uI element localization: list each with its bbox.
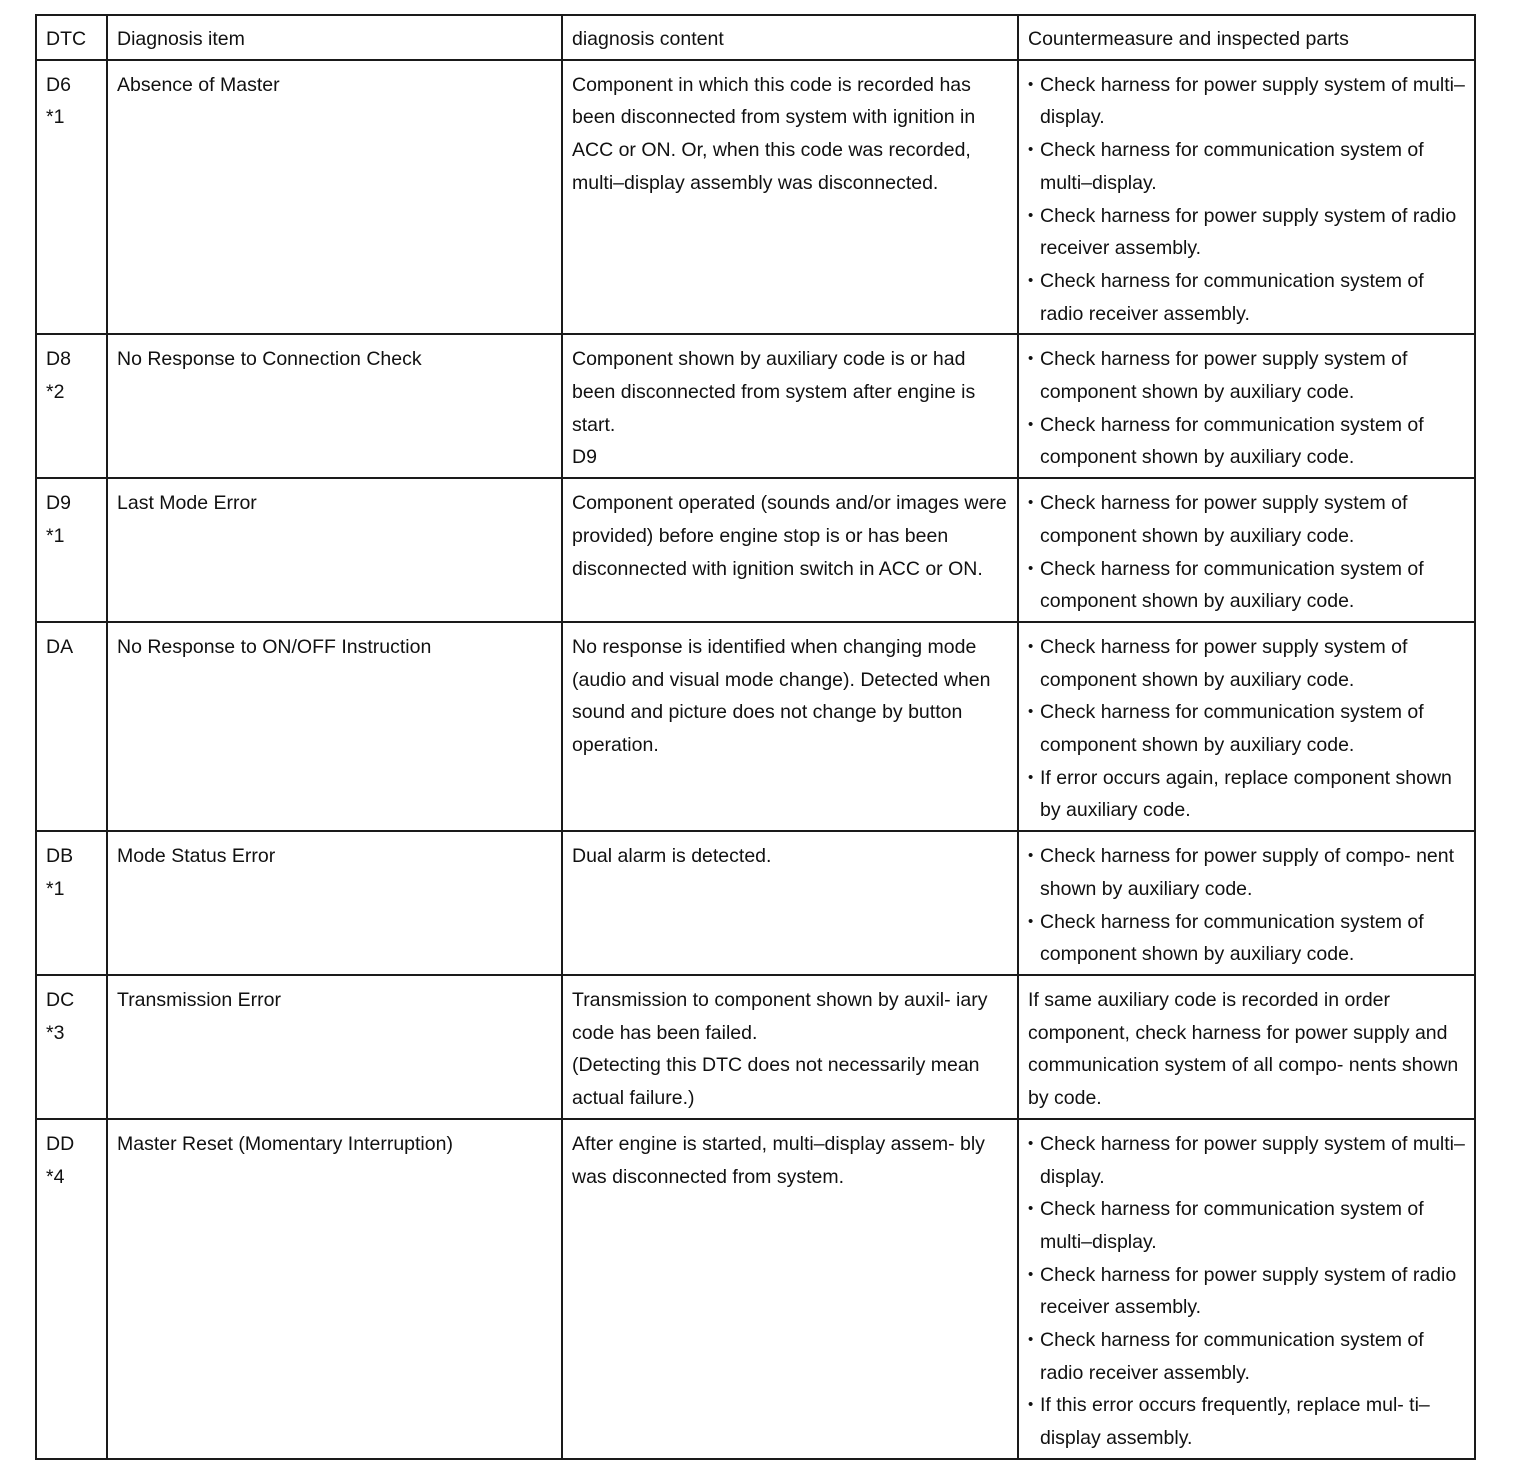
dtc-cell <box>36 334 107 478</box>
countermeasure-item <box>1028 1128 1466 1193</box>
dtc-cell <box>36 831 107 975</box>
bullet-icon: • <box>1028 768 1034 786</box>
countermeasure-item <box>1028 1259 1466 1324</box>
countermeasure-text: Check harness for communication system of component shown by auxiliary code. <box>1040 910 1424 966</box>
table-row <box>36 622 1475 831</box>
header-diagnosis-item: Diagnosis item <box>107 15 562 60</box>
dtc-cell <box>36 60 107 335</box>
dtc-code: D6 <box>46 73 71 96</box>
countermeasure-list <box>1028 343 1466 474</box>
diagnosis-content-line: Dual alarm is detected. <box>572 845 772 868</box>
countermeasure-cell <box>1018 975 1475 1119</box>
countermeasure-item <box>1028 409 1466 474</box>
countermeasure-cell <box>1018 622 1475 831</box>
countermeasure-item <box>1028 696 1466 761</box>
bullet-icon: • <box>1028 494 1034 512</box>
countermeasure-item <box>1028 265 1466 330</box>
header-row <box>36 15 1475 60</box>
diagnosis-content-line: Component shown by auxiliary code is or had been disconnected from system after engine is start. <box>572 348 976 436</box>
countermeasure-text: Check harness for communication system of radio receiver assembly. <box>1040 1329 1424 1384</box>
diagnosis-item-cell <box>107 831 562 975</box>
dtc-code: DA <box>46 635 74 658</box>
bullet-icon: • <box>1028 271 1034 289</box>
countermeasure-item <box>1028 343 1466 408</box>
diagnosis-item-cell <box>107 60 562 335</box>
countermeasure-text: If error occurs again, replace component shown by auxiliary code. <box>1040 766 1452 822</box>
diagnosis-item: No Response to Connection Check <box>117 348 422 371</box>
countermeasure-item <box>1028 1324 1466 1389</box>
countermeasure-text: If this error occurs frequently, replace mul- ti–display assembly. <box>1040 1394 1430 1450</box>
diagnosis-content-cell <box>562 975 1018 1119</box>
countermeasure-item <box>1028 553 1466 618</box>
countermeasure-text: If same auxiliary code is recorded in order component, check harness for power supply and communication system of all compo- nents shown by code. <box>1028 988 1459 1110</box>
countermeasure-cell <box>1018 1119 1475 1459</box>
bullet-icon: • <box>1028 637 1034 655</box>
countermeasure-text: Check harness for communication system of component shown by auxiliary code. <box>1040 701 1424 757</box>
bullet-icon: • <box>1028 847 1034 865</box>
diagnosis-content-line: No response is identified when changing mode (audio and visual mode change). Detected when sound and picture does not change by button operation. <box>572 635 991 757</box>
countermeasure-text: Check harness for power supply system of component shown by auxiliary code. <box>1040 635 1408 691</box>
countermeasure-list <box>1028 840 1466 971</box>
diagnosis-item: No Response to ON/OFF Instruction <box>117 635 432 658</box>
countermeasure-text: Check harness for communication system of radio receiver assembly. <box>1040 269 1424 325</box>
table-header <box>36 15 1475 60</box>
dtc-footnote-ref: *1 <box>46 524 65 547</box>
countermeasure-item <box>1028 762 1466 827</box>
bullet-icon: • <box>1028 912 1034 930</box>
countermeasure-text: Check harness for power supply system of radio receiver assembly. <box>1040 1263 1457 1319</box>
table-row <box>36 478 1475 622</box>
countermeasure-text: Check harness for communication system of component shown by auxiliary code. <box>1040 557 1424 613</box>
countermeasure-text: Check harness for power supply system of multi–display. <box>1040 1132 1465 1188</box>
diagnosis-content-line: D9 <box>572 446 597 469</box>
countermeasure-list <box>1028 69 1466 331</box>
table-row <box>36 975 1475 1119</box>
countermeasure-text: Check harness for power supply system of multi–display. <box>1040 73 1465 129</box>
countermeasure-item <box>1028 134 1466 199</box>
dtc-footnote-ref: *1 <box>46 106 65 129</box>
diagnosis-item-cell <box>107 622 562 831</box>
countermeasure-text: Check harness for power supply system of component shown by auxiliary code. <box>1040 348 1408 404</box>
dtc-cell <box>36 1119 107 1459</box>
dtc-cell <box>36 975 107 1119</box>
bullet-icon: • <box>1028 703 1034 721</box>
countermeasure-cell <box>1018 478 1475 622</box>
dtc-footnote-ref: *1 <box>46 877 65 900</box>
countermeasure-text: Check harness for communication system of component shown by auxiliary code. <box>1040 413 1424 469</box>
dtc-footnote-ref: *2 <box>46 381 65 404</box>
countermeasure-item <box>1028 69 1466 134</box>
diagnosis-content-line: Component in which this code is recorded has been disconnected from system with ignition in ACC or ON. Or, when this code was recorded, multi–display assembly was disconnected. <box>572 73 976 194</box>
countermeasure-item <box>1028 906 1466 971</box>
diagnosis-content-cell <box>562 60 1018 335</box>
countermeasure-item <box>1028 487 1466 552</box>
diagnosis-item-cell <box>107 478 562 622</box>
bullet-icon: • <box>1028 1134 1034 1152</box>
bullet-icon: • <box>1028 141 1034 159</box>
dtc-footnote-ref: *4 <box>46 1165 65 1188</box>
diagnosis-item-cell <box>107 975 562 1119</box>
diagnosis-content-line: After engine is started, multi–display assem- bly was disconnected from system. <box>572 1132 985 1188</box>
bullet-icon: • <box>1028 206 1034 224</box>
header-countermeasure: Countermeasure and inspected parts <box>1018 15 1475 60</box>
countermeasure-cell <box>1018 334 1475 478</box>
countermeasure-item <box>1028 840 1466 905</box>
table-row <box>36 831 1475 975</box>
countermeasure-text: Check harness for power supply of compo- nent shown by auxiliary code. <box>1040 845 1455 900</box>
diagnosis-item: Master Reset (Momentary Interruption) <box>117 1132 453 1155</box>
dtc-code: DB <box>46 845 74 868</box>
countermeasure-text: Check harness for power supply system of radio receiver assembly. <box>1040 204 1457 260</box>
dtc-cell <box>36 622 107 831</box>
header-diagnosis-content: diagnosis content <box>562 15 1018 60</box>
diagnosis-item-cell <box>107 1119 562 1459</box>
dtc-code: DC <box>46 988 75 1011</box>
bullet-icon: • <box>1028 1200 1034 1218</box>
diagnosis-item: Last Mode Error <box>117 492 257 515</box>
table-row <box>36 60 1475 335</box>
diagnosis-item: Absence of Master <box>117 73 280 96</box>
bullet-icon: • <box>1028 350 1034 368</box>
diagnosis-item: Mode Status Error <box>117 845 276 868</box>
bullet-icon: • <box>1028 1265 1034 1283</box>
countermeasure-list <box>1028 631 1466 827</box>
dtc-footnote-ref: *3 <box>46 1021 65 1044</box>
dtc-cell <box>36 478 107 622</box>
countermeasure-text: Check harness for power supply system of component shown by auxiliary code. <box>1040 492 1408 547</box>
table-row <box>36 334 1475 478</box>
countermeasure-item <box>1028 200 1466 265</box>
header-dtc: DTC <box>36 15 107 60</box>
bullet-icon: • <box>1028 1331 1034 1349</box>
diagnosis-content-cell <box>562 831 1018 975</box>
diagnosis-content-line: Component operated (sounds and/or images were provided) before engine stop is or has been disconnected with ignition switch in ACC or ON. <box>572 492 1007 580</box>
dtc-code: D8 <box>46 348 71 371</box>
countermeasure-list <box>1028 1128 1466 1455</box>
bullet-icon: • <box>1028 1396 1034 1414</box>
bullet-icon: • <box>1028 415 1034 433</box>
dtc-code: DD <box>46 1132 75 1155</box>
countermeasure-item <box>1028 1193 1466 1258</box>
diagnosis-item-cell <box>107 334 562 478</box>
dtc-diagnosis-table <box>35 14 1476 1460</box>
diagnosis-item: Transmission Error <box>117 988 281 1011</box>
bullet-icon: • <box>1028 559 1034 577</box>
diagnosis-content-cell <box>562 622 1018 831</box>
countermeasure-cell <box>1018 831 1475 975</box>
countermeasure-cell <box>1018 60 1475 335</box>
table-body <box>36 60 1475 1459</box>
countermeasure-list <box>1028 487 1466 618</box>
dtc-code: D9 <box>46 492 71 515</box>
countermeasure-item <box>1028 631 1466 696</box>
diagnosis-content-cell <box>562 478 1018 622</box>
bullet-icon: • <box>1028 75 1034 93</box>
diagnosis-content-line: (Detecting this DTC does not necessarily mean actual failure.) <box>572 1054 980 1110</box>
countermeasure-text: Check harness for communication system of multi–display. <box>1040 1198 1424 1253</box>
table-row <box>36 1119 1475 1459</box>
diagnosis-content-line: Transmission to component shown by auxil- iary code has been failed. <box>572 988 988 1044</box>
countermeasure-text: Check harness for communication system of multi–display. <box>1040 139 1424 194</box>
countermeasure-item <box>1028 1389 1466 1454</box>
diagnosis-content-cell <box>562 1119 1018 1459</box>
diagnosis-content-cell <box>562 334 1018 478</box>
